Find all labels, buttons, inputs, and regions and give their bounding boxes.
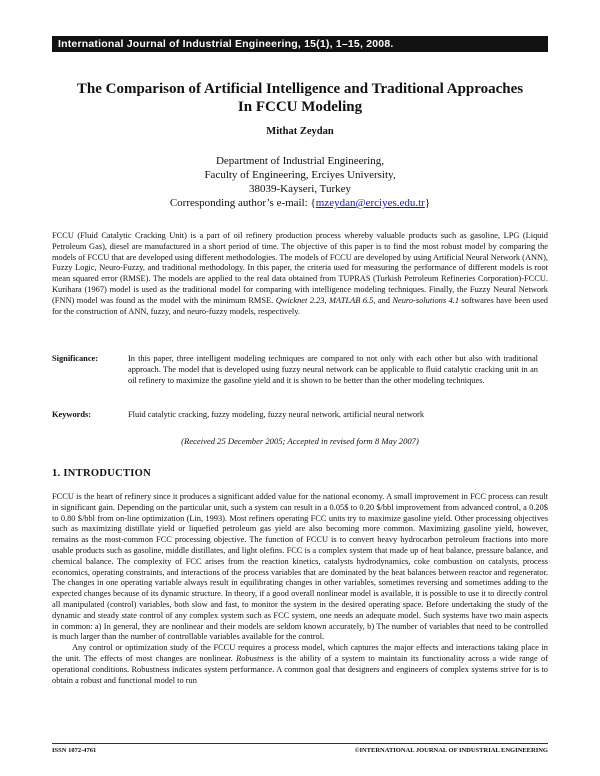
significance-label: Significance: — [52, 354, 99, 363]
affiliation — [52, 154, 548, 210]
author-name: Mithat Zeydan — [266, 126, 334, 137]
intro-p2-text-2: is the ability of a system to maintain its functionality across a wide range of operational conditions. Robustness indicates system performance. A common goal that designers and engineers of complex systems strive for is to obtain a robust and functional model to run — [52, 653, 548, 685]
abstract-sep-1: , — [324, 295, 330, 305]
significance-text: In this paper, three intelligent modeling techniques are compared to not only with each other but also with traditional approach. The model that is developed using fuzzy neural network can be applicable to fluid catalytic cracking unit in an oil refinery to maximize the gasoline yield and it is shown to be better than the other modeling techniques. — [128, 354, 538, 385]
introduction-body — [52, 492, 548, 686]
software-neurosolutions: Neuro-solutions 4.1 — [392, 295, 460, 305]
intro-paragraph-2 — [52, 643, 548, 686]
intro-p2-text-1: Any control or optimization study of the FCCU requires a process model, which captures the major effects and interactions taking place in the unit. The effects of most changes are nonlinear. — [52, 643, 548, 663]
intro-paragraph-1: FCCU is the heart of refinery since it produces a significant added value for the national economy. A small improvement in FCC process can result in significant gain. Depending on the particular unit, such a system can result in a 0.05$ to 0.20 $/bbl improvement from advanced control, a 0.20$ to 0.80 $/bbl from on-line optimization (Lin, 1993). Most refiners operating FCC units try to maximize gasoline yield. Other processing objectives such as maximizing distillate yield or liquefied petroleum gas yield are also becoming more common. Maximizing gasoline yield, however, remains as the most-common FCC processing objective. The function of FCCU is to convert heavy hydrocarbon petroleum fractions into more usable products such as gasoline, middle distillates, and light olefins. FCC is a complex system that made up of heat balance, pressure balance, and chemical balance. The complexity of FCC arises from the reaction kinetics, catalysts hydrodynamics, coke combustion on catalysts, process economics, operating constraints, and interactions of the process variables that are dominated by the heat balances between reactor and regenerator. The changes in one operating variable always result in equilibrating changes in other variables, sometimes reversing and sometimes adding to the expected changes because of its dynamic structure. In theory, if a good overall nonlinear model is available, it is possible to use it to directly control all manipulated (control) variables, both slow and fast, to monitor the system in the desired operating space. Before undertaking the study of the dynamic and steady state control of any complex system such as FCC system, one needs an adequate model. Such systems have two main aspects in common: a) In general, they are nonlinear and their models are seldom known accurately, b) The number of variables that need to be controlled is much larger than the number of controllable variables available for the control. — [52, 492, 548, 642]
keywords-label: Keywords: — [52, 410, 92, 419]
abstract-text-1: FCCU (Fluid Catalytic Cracking Unit) is a part of oil refinery production process whereby valuable products such as gasoline, LPG (Liquid Petroleum Gas), diesel are manufactured in a short period of time. The objective of this paper is to find the most robust model by comparing the models of FCCU that are developed using different methodologies. The models of FCCU are developed by using Artificial Neural Network (ANN), Fuzzy Logic, Neuro-Fuzzy, and traditional methodology. In this paper, the criteria used for measuring the performance of different models is root mean squared error (RMSE). The models are applied to the real data obtained from TUPRAS (Turkish Petroleum Refineries Corporation)-FCCU. Kurihara (1967) model is used as the traditional model for comparing with intelligence modeling techniques. Finally, the Fuzzy Neural Network (FNN) model was found as the model with the minimum RMSE. — [52, 231, 548, 305]
corresponding-email-line: Corresponding author’s e-mail: {mzeydan@erciyes.edu.tr} — [169, 197, 431, 209]
received-dates: (Received 25 December 2005; Accepted in revised form 8 May 2007) — [181, 436, 419, 446]
title-line-1: The Comparison of Artificial Intelligence and Traditional Approaches — [76, 81, 524, 97]
footer-issn: ISSN 1072-4761 — [52, 747, 97, 754]
keywords-text: Fluid catalytic cracking, fuzzy modeling, fuzzy neural network, artificial neural network — [128, 410, 425, 419]
affiliation-city: 38039-Kayseri, Turkey — [248, 183, 352, 195]
email-link[interactable]: mzeydan@erciyes.edu.tr — [315, 197, 425, 209]
paper-title — [52, 80, 548, 116]
footer-divider — [52, 743, 548, 744]
affiliation-department: Department of Industrial Engineering, — [215, 155, 384, 167]
email-label: Corresponding author’s e-mail: — [169, 197, 308, 209]
software-qwicknet: Qwicknet 2.23 — [275, 295, 325, 305]
journal-header: International Journal of Industrial Engineering, 15(1), 1–15, 2008. — [52, 36, 548, 52]
section-heading-introduction: 1. INTRODUCTION — [52, 468, 152, 479]
footer-copyright: ©INTERNATIONAL JOURNAL OF INDUSTRIAL ENGINEERING — [354, 747, 548, 754]
abstract — [52, 231, 548, 317]
abstract-sep-2: , and — [373, 295, 393, 305]
abstract-text-2: softwares have been used for the construction of ANN, fuzzy, and neuro-fuzzy models, respectively. — [52, 295, 548, 316]
software-matlab: MATLAB 6.5 — [329, 295, 374, 305]
affiliation-faculty: Faculty of Engineering, Erciyes University, — [204, 169, 396, 181]
intro-p2-emphasis: Robustness — [236, 653, 274, 663]
title-line-2: In FCCU Modeling — [237, 99, 363, 115]
